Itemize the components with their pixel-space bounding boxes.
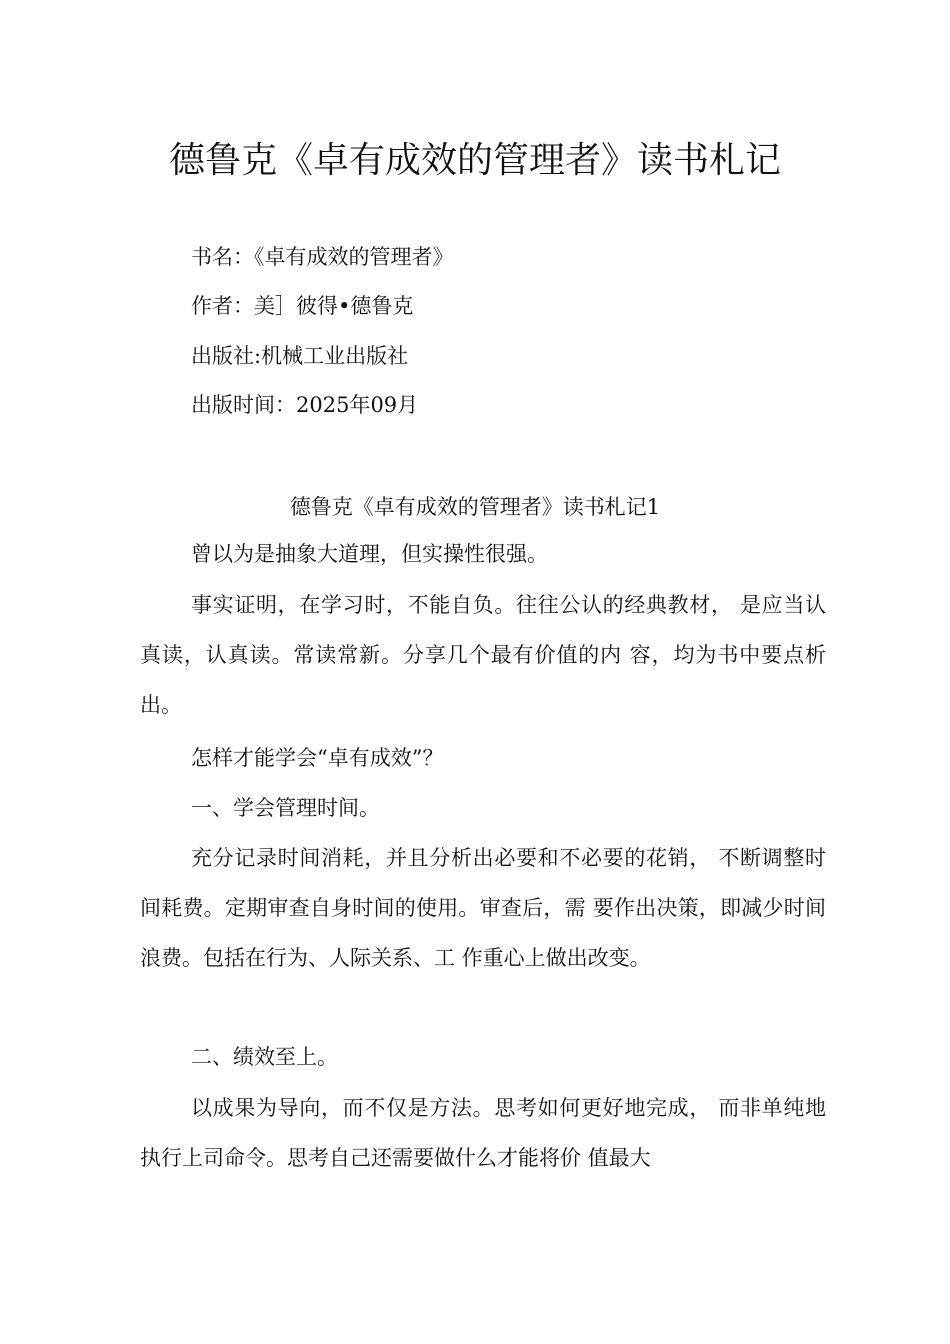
meta-author: 作者：美］彼得•德鲁克 xyxy=(191,294,414,318)
paragraph: 怎样才能学会“卓有成效”？ xyxy=(191,746,444,770)
paragraph: 曾以为是抽象大道理，但实操性很强。 xyxy=(191,542,548,566)
paragraph: 一、学会管理时间。 xyxy=(191,796,380,820)
paragraph: 充分记录时间消耗，并且分析出必要和不必要的花销， 不断调整时间耗费。定期审查自身时间的使用。审查后，需 要作出决策，即减少时间浪费。包括在行为、人际关系、工 作重心上做出改变。 xyxy=(140,846,826,970)
meta-publish-date: 出版时间：2025年09月 xyxy=(191,393,419,417)
section-title: 德鲁克《卓有成效的管理者》读书札记1 xyxy=(289,495,661,519)
paragraph: 事实证明，在学习时，不能自负。往往公认的经典教材， 是应当认真读，认真读。常读常新。分享几个最有价值的内 容，均为书中要点析出。 xyxy=(140,593,826,717)
document-title: 德鲁克《卓有成效的管理者》读书札记 xyxy=(168,140,781,181)
meta-publisher: 出版社:机械工业出版社 xyxy=(191,344,409,368)
paragraph: 以成果为导向，而不仅是方法。思考如何更好地完成， 而非单纯地执行上司命令。思考自己还需要做什么才能将价 值最大 xyxy=(140,1096,826,1170)
meta-book-name: 书名：《卓有成效的管理者》 xyxy=(191,245,454,269)
paragraph: 二、绩效至上。 xyxy=(191,1045,338,1069)
